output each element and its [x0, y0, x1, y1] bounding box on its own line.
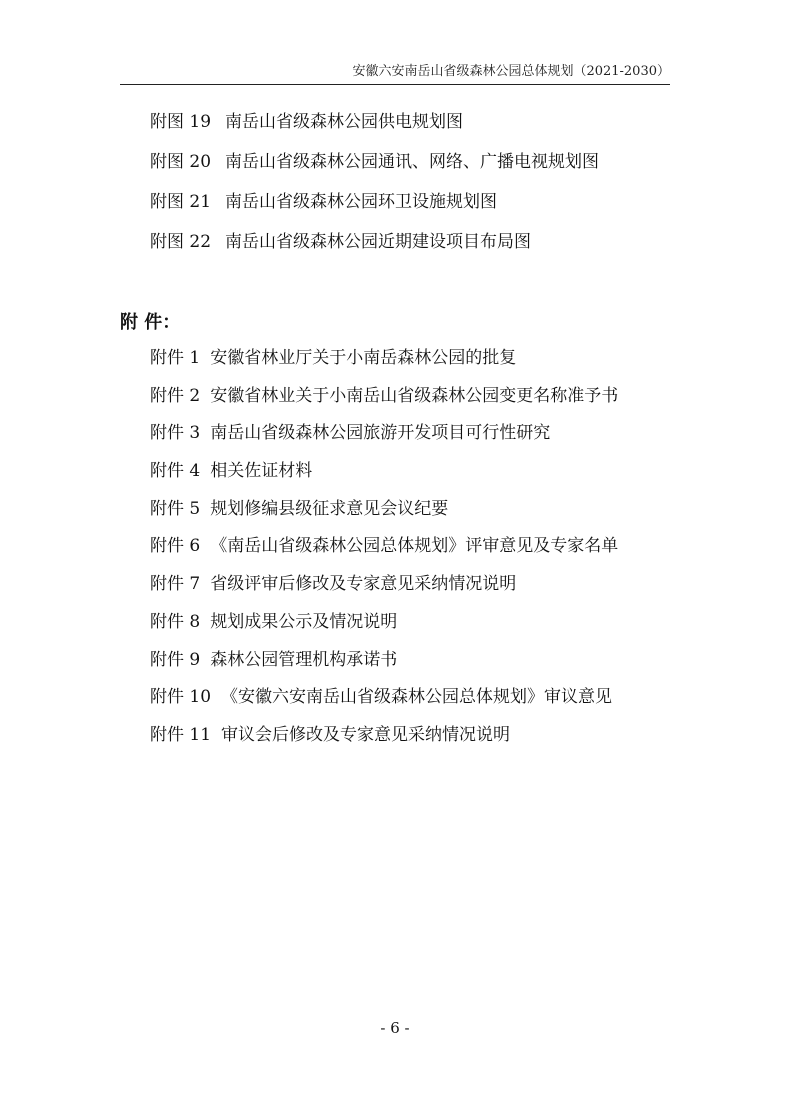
attachment-title: 《安徽六安南岳山省级森林公园总体规划》审议意见 — [221, 687, 613, 708]
attachment-title: 安徽省林业关于小南岳山省级森林公园变更名称准予书 — [210, 385, 619, 406]
attachment-number: 附件 10 — [150, 687, 212, 708]
header-rule — [120, 84, 670, 85]
attachment-title: 审议会后修改及专家意见采纳情况说明 — [221, 724, 511, 745]
attachment-title: 安徽省林业厅关于小南岳森林公园的批复 — [210, 348, 517, 368]
attachment-number: 附件 1 — [150, 348, 201, 368]
attachment-title: 省级评审后修改及专家意见采纳情况说明 — [210, 574, 517, 595]
figure-title: 南岳山省级森林公园近期建设项目布局图 — [225, 232, 532, 252]
attachment-item — [150, 683, 710, 721]
attachment-item — [150, 721, 710, 759]
attachment-list — [150, 344, 710, 759]
attachment-number: 附件 4 — [150, 461, 201, 482]
figure-number: 附图 22 — [150, 232, 212, 252]
figure-item — [150, 108, 710, 148]
attachment-number: 附件 11 — [150, 724, 212, 745]
attachment-title: 南岳山省级森林公园旅游开发项目可行性研究 — [210, 423, 551, 444]
attachment-number: 附件 7 — [150, 574, 201, 595]
attachment-title: 相关佐证材料 — [210, 461, 313, 482]
attachment-number: 附件 6 — [150, 536, 201, 557]
figure-title: 南岳山省级森林公园环卫设施规划图 — [225, 192, 498, 212]
attachment-title: 森林公园管理机构承诺书 — [210, 649, 398, 670]
attachment-number: 附件 2 — [150, 385, 201, 406]
attachment-title: 规划修编县级征求意见会议纪要 — [210, 498, 449, 519]
attachment-item — [150, 608, 710, 646]
attachment-title: 规划成果公示及情况说明 — [210, 611, 398, 632]
figure-title: 南岳山省级森林公园通讯、网络、广播电视规划图 — [225, 152, 600, 172]
attachment-item — [150, 344, 710, 382]
figure-number: 附图 19 — [150, 112, 212, 132]
figure-item — [150, 148, 710, 188]
attachment-item — [150, 457, 710, 495]
figure-title: 南岳山省级森林公园供电规划图 — [225, 112, 464, 132]
running-header: 安徽六安南岳山省级森林公园总体规划（2021-2030） — [352, 64, 670, 79]
figure-number: 附图 20 — [150, 152, 212, 172]
attachment-item — [150, 646, 710, 684]
figure-number: 附图 21 — [150, 192, 212, 212]
attachment-number: 附件 5 — [150, 498, 201, 519]
figure-item — [150, 188, 710, 228]
attachment-number: 附件 3 — [150, 423, 201, 444]
attachment-item — [150, 532, 710, 570]
attachment-number: 附件 8 — [150, 611, 201, 632]
attachment-item — [150, 382, 710, 420]
attachment-item — [150, 419, 710, 457]
attachment-item — [150, 495, 710, 533]
attachment-number: 附件 9 — [150, 649, 201, 670]
figure-item — [150, 228, 710, 268]
attachment-title: 《南岳山省级森林公园总体规划》评审意见及专家名单 — [210, 536, 619, 557]
attachments-heading: 附 件： — [120, 312, 181, 333]
attachment-item — [150, 570, 710, 608]
page-number: - 6 - — [380, 1019, 410, 1037]
figure-list — [150, 108, 710, 268]
